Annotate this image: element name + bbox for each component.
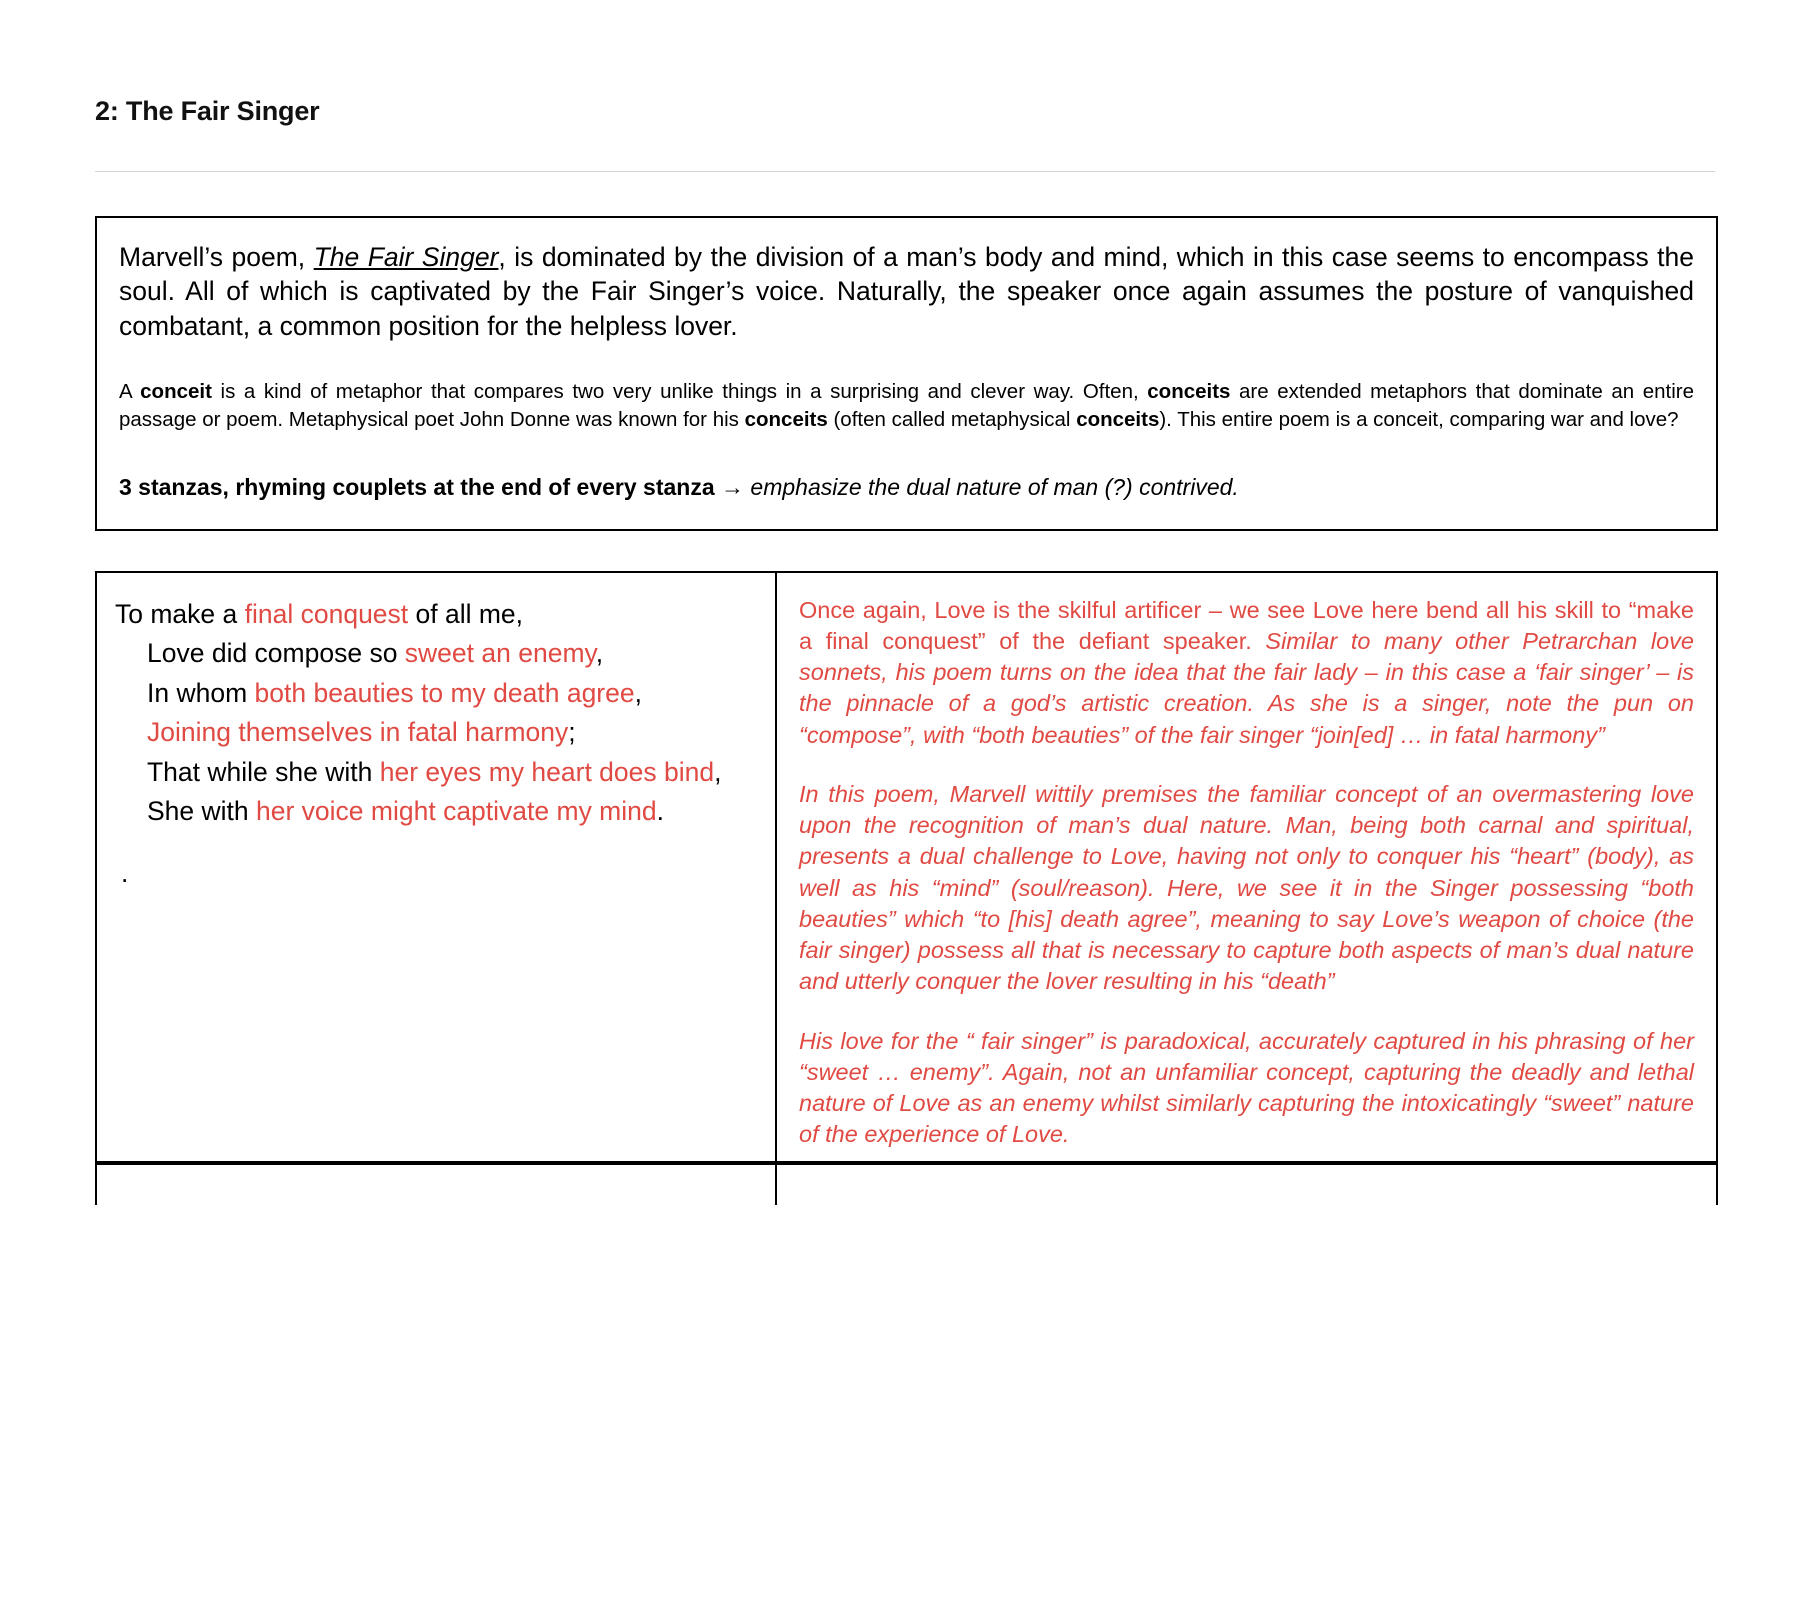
poem-line [115, 595, 757, 634]
conceit-bold-1: conceit [140, 380, 212, 404]
title-divider [95, 171, 1715, 172]
commentary-column [777, 573, 1716, 1161]
poem-seg: , [714, 756, 722, 787]
page-title: 2: The Fair Singer [95, 96, 320, 126]
poem-column [97, 573, 777, 1161]
next-row-right-cell [777, 1165, 1716, 1205]
next-table-row-partial [95, 1163, 1718, 1205]
poem-annotation-table [95, 571, 1718, 1163]
poem-seg: That while she with [147, 756, 380, 787]
poem-seg: She with [147, 796, 257, 827]
conceit-seg-2: is a kind of metaphor that compares two very unlike things in a surprising and clever way. Often, [211, 380, 1148, 404]
stanza-note-italic: emphasize the dual nature of man (?) contrived. [750, 473, 1239, 500]
poem-seg: , [634, 677, 642, 708]
poem-seg-highlight: both beauties to my death agree [254, 677, 635, 708]
poem-line [115, 713, 757, 752]
poem-seg-highlight: final conquest [244, 598, 409, 629]
poem-seg-highlight: her voice might captivate my mind [256, 796, 657, 827]
conceit-bold-3: conceits [744, 407, 828, 431]
intro-box [95, 216, 1718, 531]
intro-p1-before: Marvell’s poem, [119, 242, 314, 272]
commentary-paragraph-2: In this poem, Marvell wittily premises the familiar concept of an overmastering love upon the recognition of man’s dual nature. Man, being both carnal and spiritual, presents a dual challenge to Love, having not only to conquer his “heart” (body), as well as his “mind” (soul/reason). Here, we see it in the Singer possessing “both beauties” which “to [his] death agree”, meaning to say Love’s weapon of choice (the fair singer) possess all that is necessary to capture both aspects of man’s dual nature and utterly conquer the lover resulting in his “death” [799, 780, 1694, 995]
stanza-note-bold: 3 stanzas, rhyming couplets at the end of every stanza [119, 473, 715, 500]
conceit-seg-3: are extended metaphors that dominate an entire passage or poem. Metaphysical poet John Donne was known for his [119, 380, 1694, 431]
commentary-paragraph-1 [799, 595, 1694, 751]
conceit-seg-4: (often called metaphysical [827, 407, 1077, 431]
intro-p1-after: , is dominated by the division of a man’s body and mind, which in this case seems to encompass the soul. All of which is captivated by the Fair Singer’s voice. Naturally, the speaker once again assumes the posture of vanquished combatant, a common position for the helpless lover. [119, 242, 1695, 341]
arrow-glyph: → [714, 473, 751, 500]
intro-paragraph-1 [119, 240, 1694, 343]
poem-line [115, 634, 757, 673]
poem-seg: . [656, 796, 664, 827]
poem-seg: Love did compose so [147, 638, 405, 669]
poem-title-reference: The Fair Singer [313, 242, 499, 272]
conceit-bold-4: conceits [1076, 407, 1160, 431]
commentary-paragraph-3: His love for the “ fair singer” is paradoxical, accurately captured in his phrasing of her “sweet … enemy”. Again, not an unfamiliar concept, capturing the deadly and lethal nature of Love as an enemy whilst similarly capturing the intoxicatingly “sweet” nature of the experience of Love. [799, 1027, 1694, 1148]
intro-paragraph-2 [119, 378, 1694, 433]
stray-period-mark: . [121, 857, 129, 888]
poem-line [115, 792, 757, 831]
poem-seg-highlight: her eyes my heart does bind [379, 756, 715, 787]
poem-seg: ; [568, 717, 576, 748]
commentary-roman-segment: Once again, Love is the skilful artificer – we see Love here bend all his skill to “make a final conquest” of the defiant speaker. [799, 596, 1694, 654]
poem-seg: , [595, 638, 604, 669]
poem-line [115, 753, 757, 792]
commentary-italic-segment: Similar to many other Petrarchan love sonnets, his poem turns on the idea that the fair lady – in this case a ‘fair singer’ – is the pinnacle of a god’s artistic creation. As she is a singer, note the pun on “compose”, with “both beauties” of the fair singer “join[ed] … in fatal harmony” [799, 627, 1694, 748]
poem-seg-highlight: sweet an enemy [404, 638, 596, 669]
conceit-seg-1: A [119, 380, 141, 404]
poem-seg-highlight: Joining themselves in fatal harmony [147, 717, 569, 748]
next-row-left-cell [97, 1165, 777, 1205]
conceit-bold-2: conceits [1147, 380, 1231, 404]
poem-seg: In whom [147, 677, 255, 708]
poem-line [115, 674, 757, 713]
intro-paragraph-3 [119, 473, 1694, 503]
conceit-seg-5: ). This entire poem is a conceit, comparing war and love? [1159, 407, 1679, 431]
poem-seg: To make a [115, 598, 245, 629]
poem-seg: of all me, [408, 598, 524, 629]
